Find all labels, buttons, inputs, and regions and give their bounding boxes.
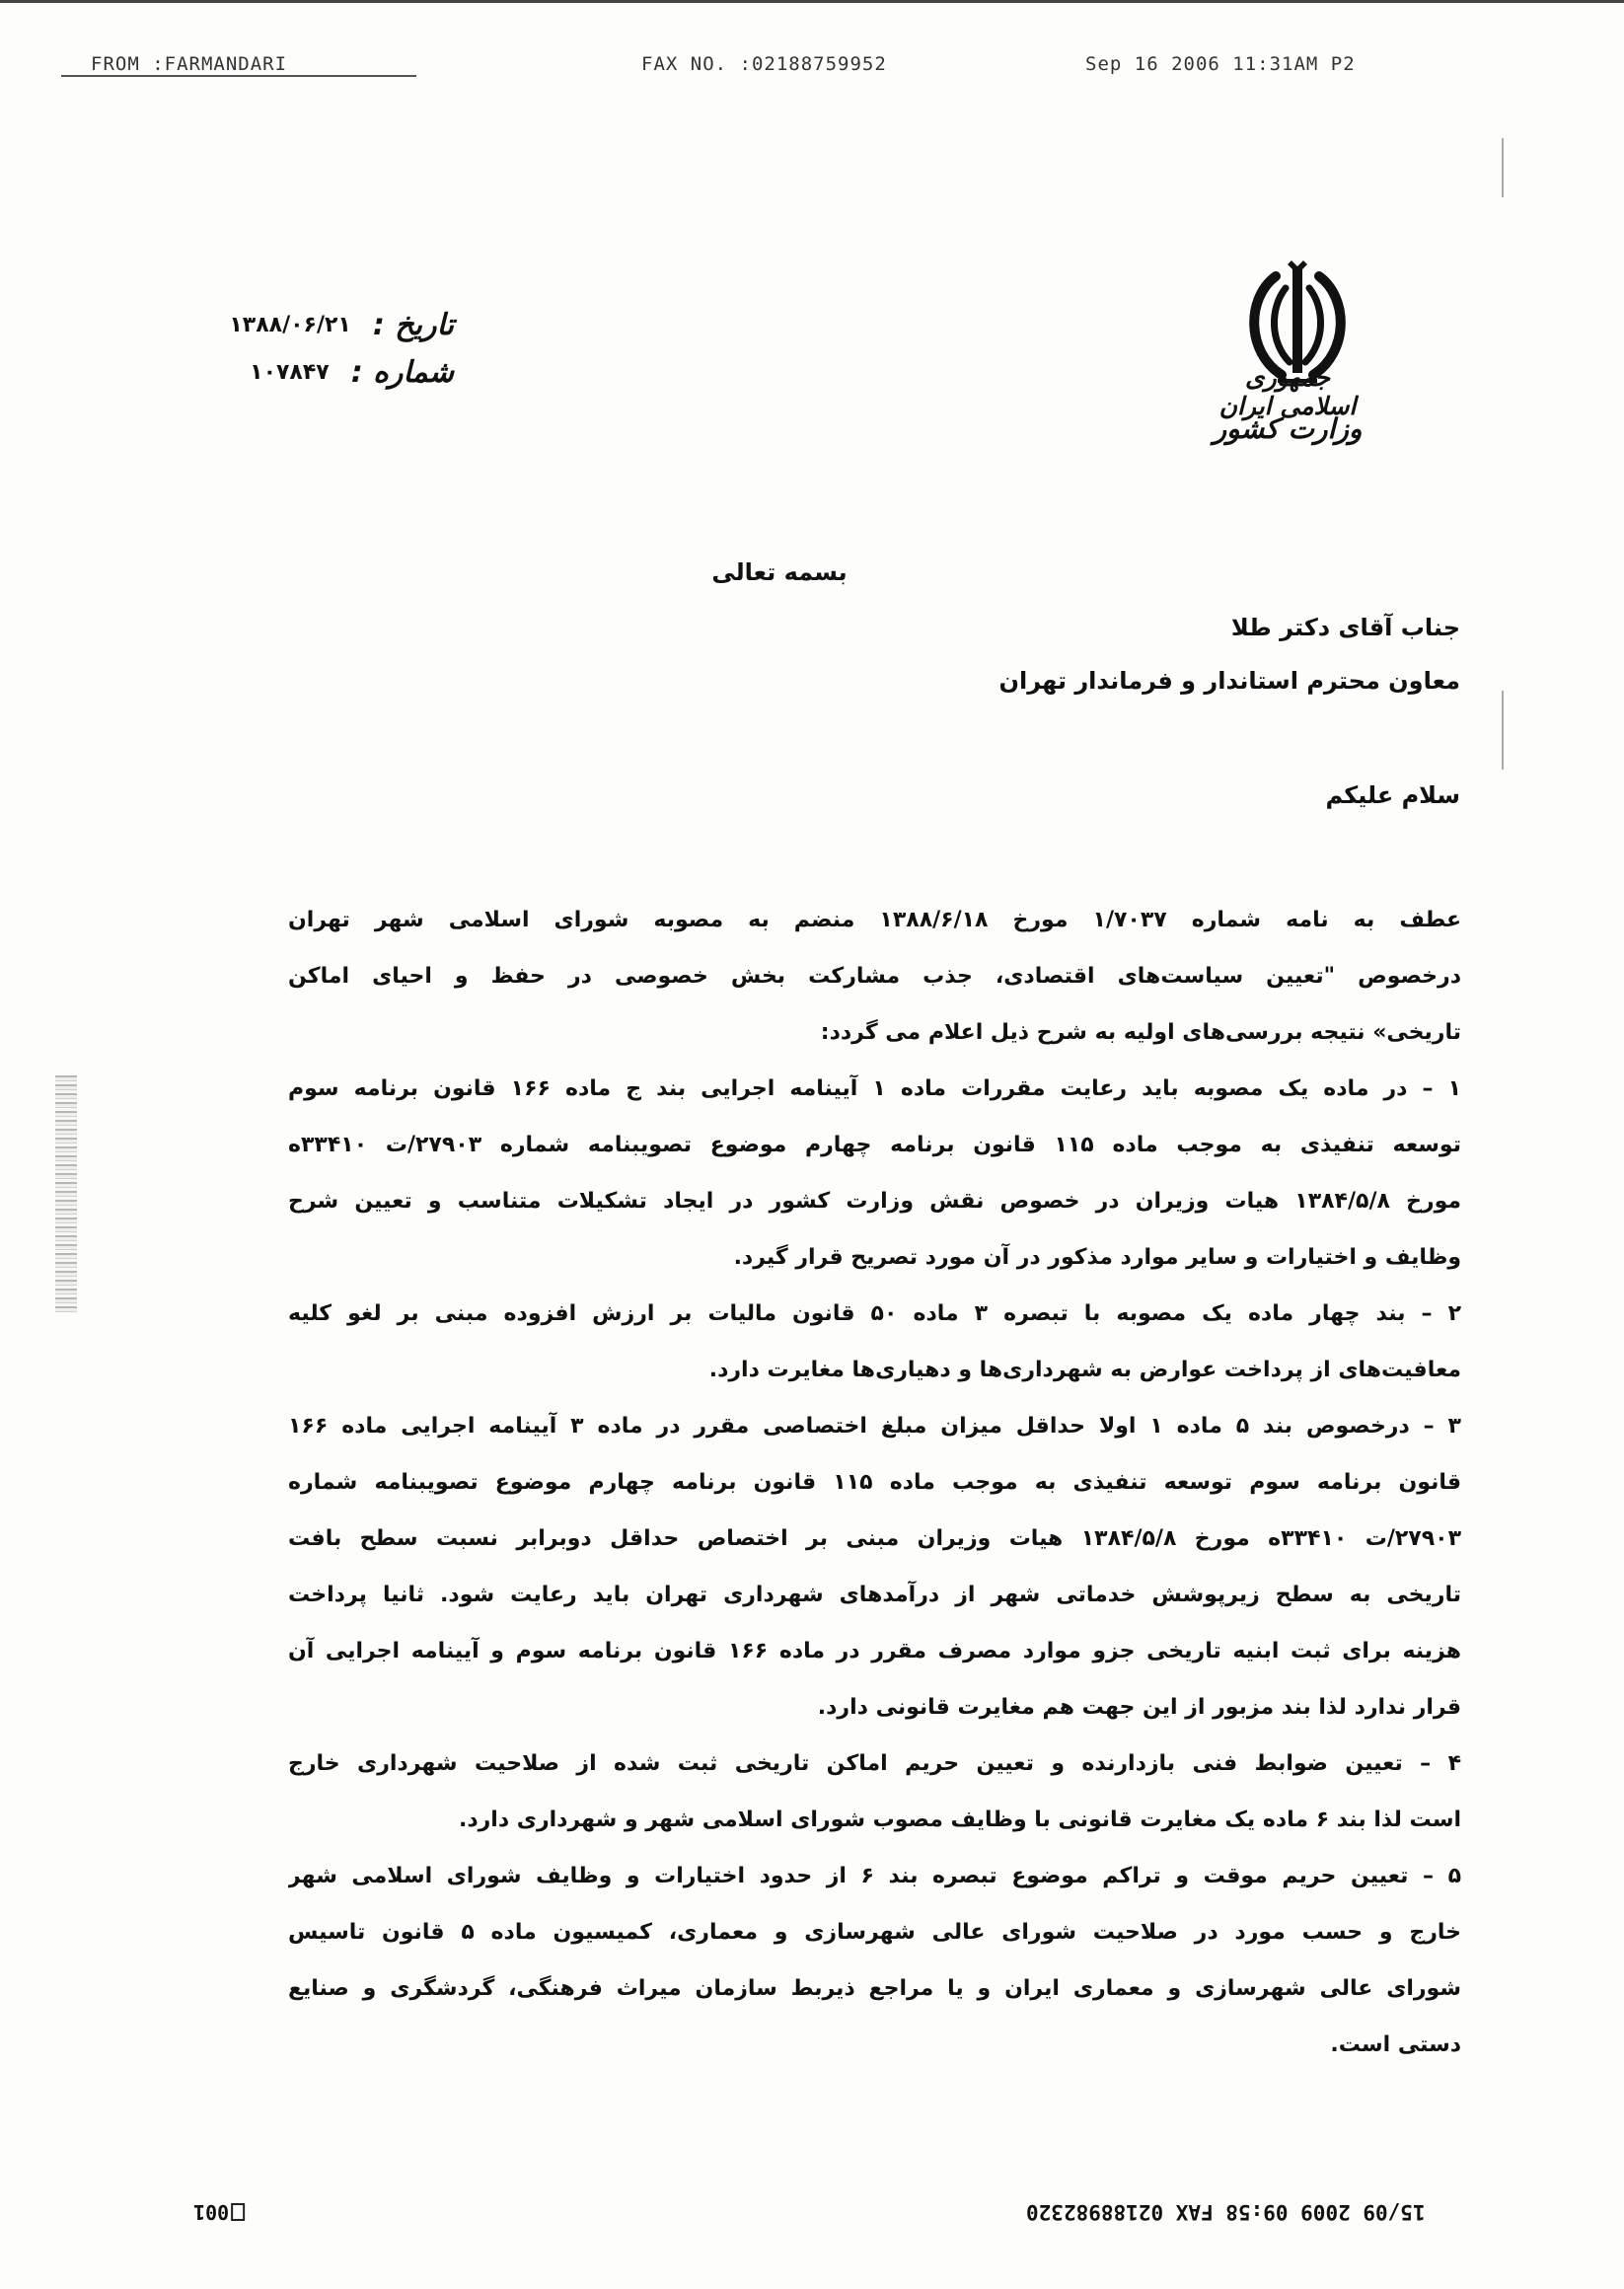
fax-page-marker: [193, 2200, 245, 2224]
body-line: معافیت‌های از پرداخت عوارض به شهرداری‌ها و دهیاری‌ها مغایرت دارد.: [708, 1358, 1461, 1382]
body-line: درخصوص "تعیین سیاست‌های اقتصادی، جذب مشارکت بخش خصوصی در حفظ و احیای اماکن: [288, 964, 1461, 989]
body-line: تاریخی» نتیجه بررسی‌های اولیه به شرح ذیل اعلام می گردد:: [820, 1020, 1461, 1045]
number-row: [158, 348, 454, 396]
page-top-edge: [0, 0, 1624, 3]
scan-artifact-line: [1502, 138, 1504, 197]
fax-footer-stamp: 15/09 2009 09:58 FAX 02188982320: [1026, 2200, 1426, 2224]
fax-from: FROM :FARMANDARI: [91, 53, 288, 75]
scan-artifact-line: [1502, 691, 1504, 770]
invocation: بسمه تعالی: [711, 558, 848, 586]
letter-meta: [158, 301, 454, 396]
fax-page-code: 001: [193, 2200, 230, 2224]
date-label: تاریخ :: [372, 307, 454, 342]
date-row: [158, 301, 454, 348]
body-line: ۲۷۹۰۳/ت ۳۳۴۱۰ه مورخ ۱۳۸۴/۵/۸ هیات وزیران مبنی بر اختصاص حداقل دوبرابر نسبت سطح بافت: [288, 1526, 1461, 1551]
body-line: ۵ – تعیین حریم موقت و تراکم موضوع تبصره بند ۶ از حدود اختیارات و وظایف شورای اسلامی شهر: [288, 1864, 1461, 1888]
fax-datetime: Sep 16 2006 11:31AM P2: [1085, 53, 1356, 75]
body-line: شورای عالی شهرسازی و معماری ایران و یا مراجع ذیربط سازمان میراث فرهنگی، گردشگری و صنایع: [288, 1976, 1461, 2001]
letterhead-ministry: وزارت کشور: [1213, 412, 1363, 445]
body-line: خارج و حسب مورد در صلاحیت شورای عالی شهرسازی و معماری، کمیسیون ماده ۵ قانون تاسیس: [288, 1920, 1461, 1945]
number-value: ۱۰۷۸۴۷: [250, 359, 330, 385]
body-line: دستی است.: [1330, 2032, 1461, 2057]
body-line: عطف به نامه شماره ۱/۷۰۳۷ مورخ ۱۳۸۸/۶/۱۸ منضم به مصوبه شورای اسلامی شهر تهران: [288, 908, 1461, 932]
body-line: مورخ ۱۳۸۴/۵/۸ هیات وزیران در خصوص نقش وزارت کشور در ایجاد تشکیلات متناسب و تعیین شرح: [288, 1189, 1461, 1214]
body-line: توسعه تنفیذی به موجب ماده ۱۱۵ قانون برنامه چهارم موضوع تصویبنامه شماره ۲۷۹۰۳/ت ۳۳۴۱۰ه: [288, 1133, 1461, 1157]
letter-body: [288, 892, 1461, 2073]
body-line: وظایف و اختیارات و سایر موارد مذکور در آن مورد تصریح قرار گیرد.: [733, 1245, 1461, 1270]
fax-from-underline: [61, 75, 416, 77]
body-line: تاریخی به سطح زیرپوشش خدماتی شهر از درآمدهای شهرداری تهران باید رعایت شود. ثانیا پرداخت: [288, 1583, 1461, 1607]
greeting: سلام علیکم: [1325, 781, 1460, 809]
addressee-name: جناب آقای دکتر طلا: [1230, 614, 1460, 641]
body-line: ۳ – درخصوص بند ۵ ماده ۱ اولا حداقل میزان مبلغ اختصاصی مقرر در ماده ۳ آیینامه اجرایی ماده ۱۶۶: [288, 1414, 1461, 1439]
body-line: قانون برنامه سوم توسعه تنفیذی به موجب ماده ۱۱۵ قانون برنامه چهارم موضوع تصویبنامه شماره: [288, 1470, 1461, 1495]
body-line: است لذا بند ۶ ماده یک مغایرت قانونی با وظایف مصوب شورای اسلامی شهر و شهرداری دارد.: [458, 1808, 1461, 1832]
body-line: ۲ – بند چهار ماده یک مصوبه با تبصره ۳ ماده ۵۰ قانون مالیات بر ارزش افزوده مبنی بر لغو کلیه: [288, 1301, 1461, 1326]
date-value: ۱۳۸۸/۰۶/۲۱: [229, 312, 351, 337]
addressee-title: معاون محترم استاندار و فرماندار تهران: [998, 667, 1460, 695]
scan-noise-strip: [55, 1075, 77, 1312]
body-line: هزینه برای ثبت ابنیه تاریخی جزو موارد مصرف مقرر در ماده ۱۶۶ قانون برنامه سوم و آیینامه اجرایی آن: [288, 1639, 1461, 1663]
fax-number: FAX NO. :02188759952: [641, 53, 887, 75]
letterhead-country: جمهوری اسلامی ایران: [1218, 363, 1357, 420]
fax-page-icon: [231, 2203, 245, 2221]
number-label: شماره :: [350, 354, 454, 390]
body-line: ۱ – در ماده یک مصوبه باید رعایت مقررات ماده ۱ آیینامه اجرایی بند ج ماده ۱۶۶ قانون برنامه سوم: [288, 1076, 1461, 1101]
body-line: ۴ – تعیین ضوابط فنی بازدارنده و تعیین حریم اماکن تاریخی ثبت شده از صلاحیت شهرداری خارج: [288, 1751, 1461, 1776]
body-line: قرار ندارد لذا بند مزبور از این جهت هم مغایرت قانونی دارد.: [817, 1695, 1461, 1720]
